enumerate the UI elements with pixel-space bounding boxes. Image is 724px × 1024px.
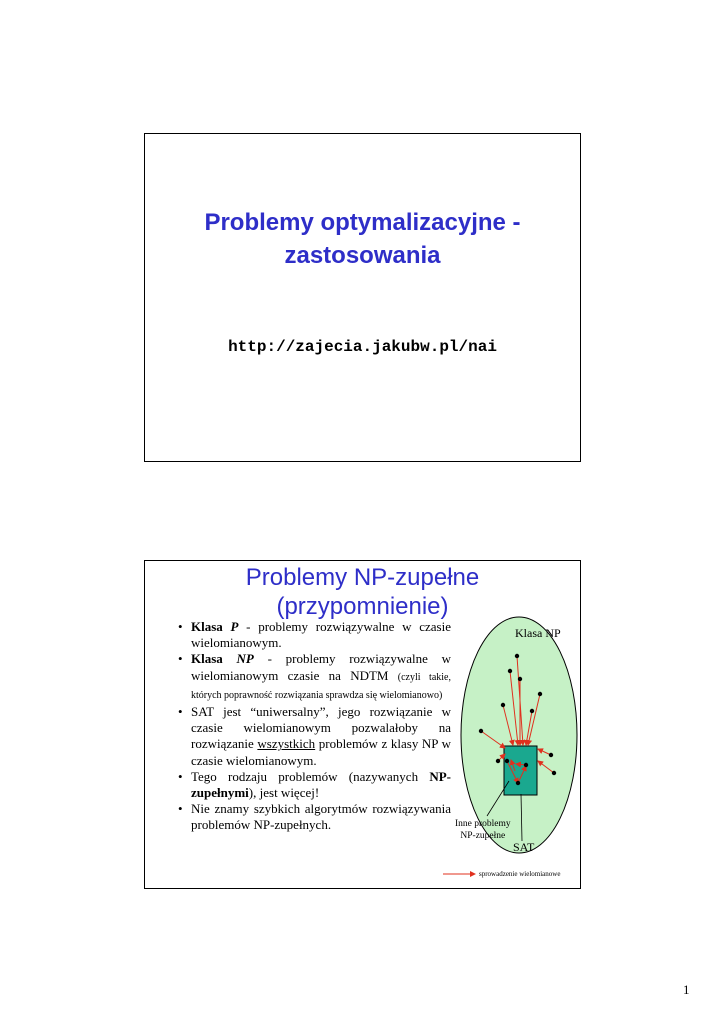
sat-box <box>504 746 537 795</box>
slide-2 <box>144 560 581 889</box>
slide-1-title-line-2: zastosowania <box>284 242 441 269</box>
slide-2-title-line-1: Problemy NP-zupełne <box>245 564 480 591</box>
np-class-label: Klasa NP <box>515 626 561 640</box>
other-label-line-1: Inne problemy <box>455 819 511 829</box>
bullet-2-text: - problemy rozwiązywalne w wielomianowym czasie na NDTM <box>191 651 451 683</box>
bullet-4-post: ), jest więcej! <box>248 785 320 801</box>
sat-label: SAT <box>513 840 535 854</box>
slide-1 <box>144 133 581 462</box>
slide-1-title <box>145 206 580 272</box>
bullet-5-text: Nie znamy szybkich algorytmów rozwiązywania problemów NP-zupełnych. <box>191 801 451 833</box>
slide-1-title-line-1: Problemy optymalizacyjne - <box>204 209 521 236</box>
course-url[interactable]: http://zajecia.jakubw.pl/nai <box>228 338 497 356</box>
bullet-2-small: (czyli takie, których poprawność rozwiązania sprawdza się wielomianowo) <box>191 671 451 701</box>
bullet-1-text: - problemy rozwiązywalne w czasie wielomianowym. <box>191 619 451 651</box>
slide-2-title-line-2: (przypomnienie) <box>276 593 449 620</box>
bullet-4-bold: NP-zupełnymi <box>191 768 451 801</box>
bullet-1-bold: Klasa <box>191 619 223 634</box>
bullet-4-pre: Tego rodzaju problemów (nazywanych <box>191 768 430 784</box>
bullet-2-italic: NP <box>236 651 254 667</box>
bullet-3-pre: SAT jest “uniwersalny”, jego rozwiązanie w czasie wielomianowym pozwalałoby na rozwiązanie <box>191 704 451 752</box>
page-number: 1 <box>683 982 690 997</box>
bullet-2-bold: Klasa <box>191 651 223 667</box>
bullet-3-post: problemów z klasy NP w czasie wielomianowym. <box>191 736 451 768</box>
bullet-3-underlined: wszystkich <box>257 736 316 752</box>
other-np-complete-label <box>455 818 511 842</box>
other-label-line-2: NP-zupełne <box>460 831 506 841</box>
bullet-1-italic: P <box>230 619 239 634</box>
legend-text: sprowadzenie wielomianowe <box>479 870 561 878</box>
